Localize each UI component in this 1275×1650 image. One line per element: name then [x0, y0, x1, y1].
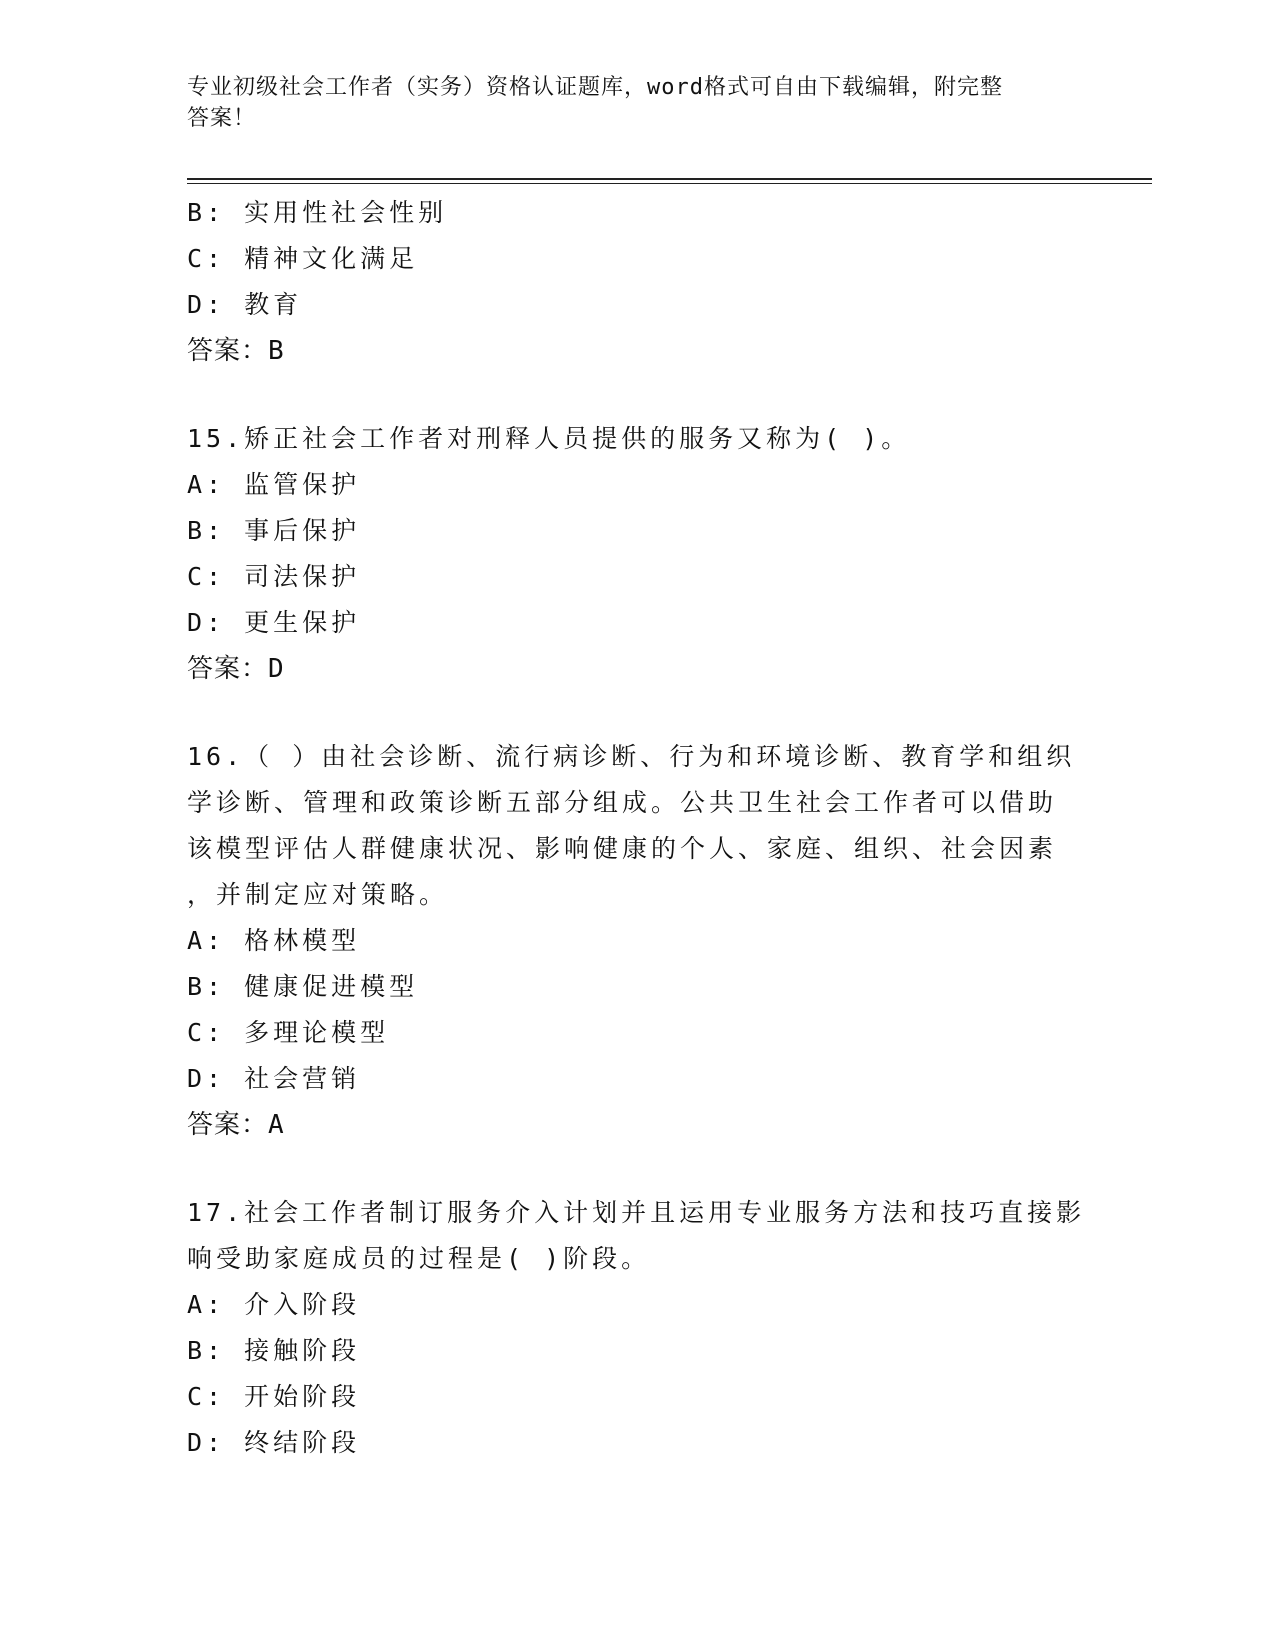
option-c [187, 1374, 1077, 1420]
option-letter: A: [187, 470, 226, 499]
option-c [187, 1010, 1077, 1056]
option-b [187, 190, 1077, 236]
option-b [187, 508, 1077, 554]
option-text: 精神文化满足 [244, 244, 419, 273]
option-letter: B: [187, 1336, 226, 1365]
option-a [187, 1282, 1077, 1328]
answer-line: 答案：D [187, 654, 285, 684]
option-d [187, 600, 1077, 646]
option-text: 健康促进模型 [244, 972, 419, 1001]
option-letter: A: [187, 926, 226, 955]
option-b [187, 1328, 1077, 1374]
option-letter: C: [187, 1382, 226, 1411]
option-text: 更生保护 [244, 608, 361, 637]
option-letter: C: [187, 562, 226, 591]
question-stem-line: 17.社会工作者制订服务介入计划并且运用专业服务方法和技巧直接影 [187, 1198, 1086, 1227]
header-line-1: 专业初级社会工作者（实务）资格认证题库，word格式可自由下载编辑，附完整 [187, 75, 1003, 100]
option-letter: D: [187, 1428, 226, 1457]
question-stem-line: ，并制定应对策略。 [187, 880, 449, 909]
option-text: 教育 [244, 290, 303, 319]
option-d [187, 1056, 1077, 1102]
option-c [187, 554, 1077, 600]
option-letter: B: [187, 972, 226, 1001]
option-letter: C: [187, 1018, 226, 1047]
option-text: 实用性社会性别 [244, 198, 448, 227]
question-stem-line: 16.（ ）由社会诊断、流行病诊断、行为和环境诊断、教育学和组织 [187, 742, 1076, 771]
document-header [187, 72, 1067, 134]
option-letter: D: [187, 290, 226, 319]
question-14-tail [187, 190, 1077, 374]
option-text: 事后保护 [244, 516, 361, 545]
option-letter: A: [187, 1290, 226, 1319]
question-17 [187, 1190, 1086, 1466]
option-text: 开始阶段 [244, 1382, 361, 1411]
option-a [187, 918, 1077, 964]
option-text: 接触阶段 [244, 1336, 361, 1365]
option-text: 终结阶段 [244, 1428, 361, 1457]
question-stem-line: 响受助家庭成员的过程是( )阶段。 [187, 1244, 651, 1273]
option-letter: D: [187, 1064, 226, 1093]
option-letter: B: [187, 198, 226, 227]
option-text: 司法保护 [244, 562, 361, 591]
option-text: 多理论模型 [244, 1018, 390, 1047]
header-line-2: 答案！ [187, 106, 257, 131]
option-text: 格林模型 [244, 926, 361, 955]
answer-line: 答案：A [187, 1110, 285, 1140]
header-divider-thin [187, 183, 1152, 184]
header-divider-thick [187, 178, 1152, 180]
option-letter: C: [187, 244, 226, 273]
option-letter: D: [187, 608, 226, 637]
question-stem-line: 该模型评估人群健康状况、影响健康的个人、家庭、组织、社会因素 [187, 834, 1058, 863]
option-c [187, 236, 1077, 282]
option-text: 监管保护 [244, 470, 361, 499]
question-15 [187, 416, 1077, 692]
option-b [187, 964, 1077, 1010]
option-d [187, 282, 1077, 328]
question-16 [187, 734, 1077, 1148]
option-a [187, 462, 1077, 508]
question-list [187, 190, 1086, 1466]
answer-line: 答案：B [187, 336, 285, 366]
option-letter: B: [187, 516, 226, 545]
question-stem-line: 学诊断、管理和政策诊断五部分组成。公共卫生社会工作者可以借助 [187, 788, 1058, 817]
option-text: 介入阶段 [244, 1290, 361, 1319]
option-text: 社会营销 [244, 1064, 361, 1093]
question-stem-line: 15.矫正社会工作者对刑释人员提供的服务又称为( )。 [187, 424, 911, 453]
option-d [187, 1420, 1077, 1466]
